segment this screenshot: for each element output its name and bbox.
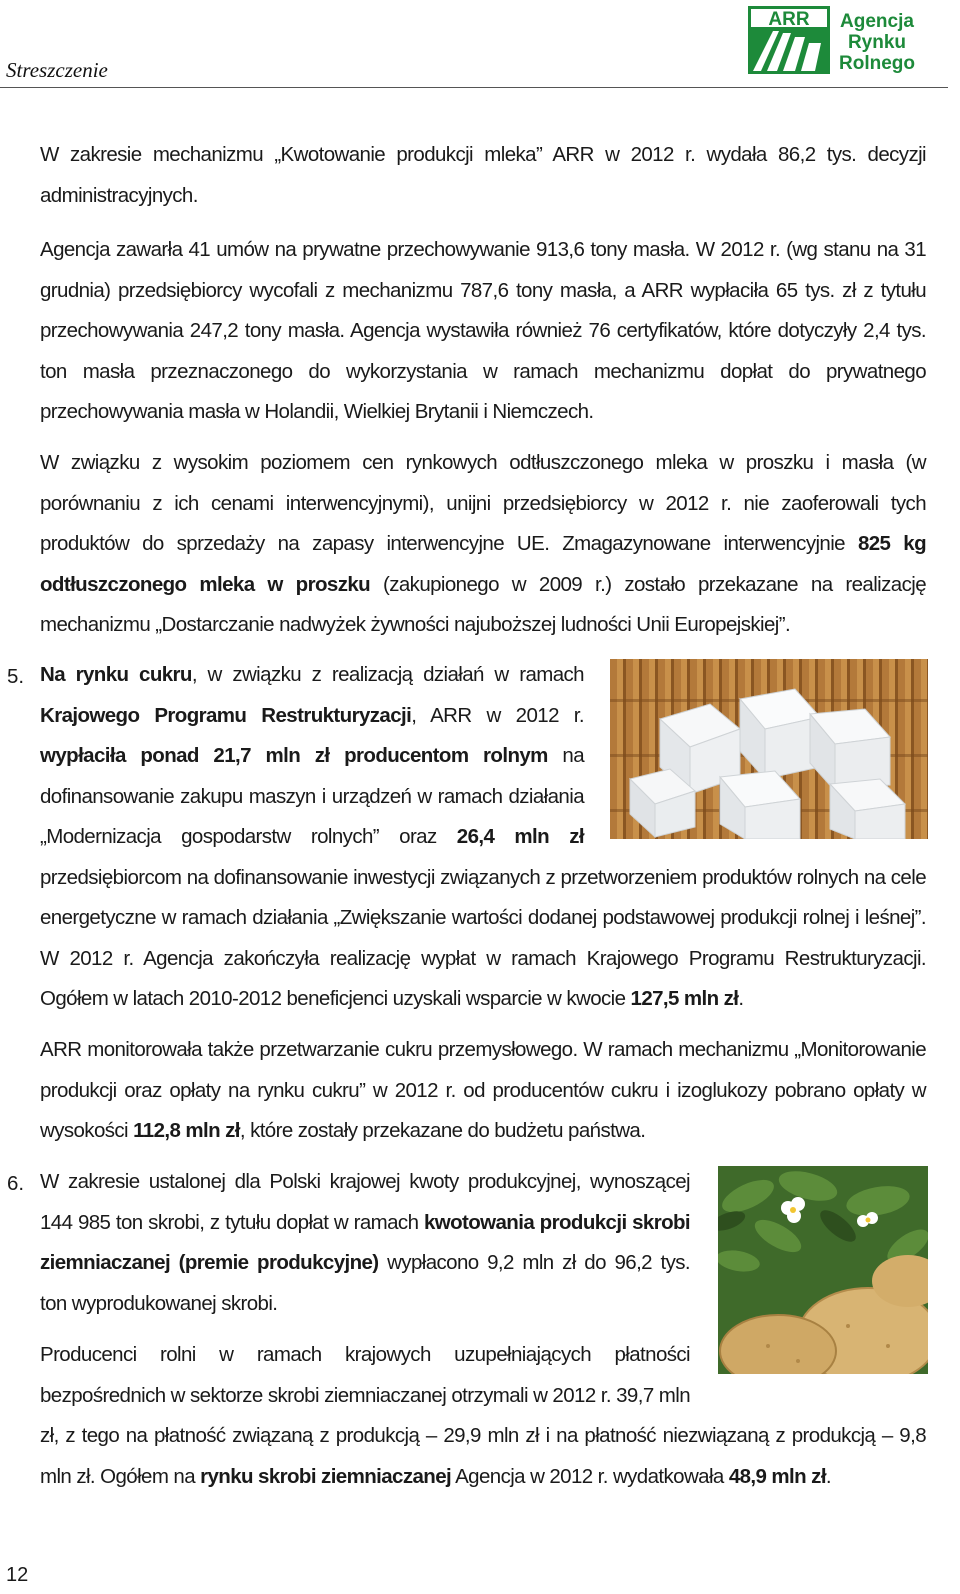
bold-starch-market: rynku skrobi ziemniaczanej [200, 1464, 452, 1488]
bold-amount: wypłaciła ponad 21,7 mln zł producentom rolnym [40, 744, 548, 767]
bold-amount: 112,8 mln zł [133, 1119, 240, 1142]
paragraph-sugar-monitoring [40, 1030, 926, 1152]
list-number-5: 5. [7, 665, 25, 688]
list-number-6: 6. [7, 1172, 25, 1195]
bold-amount: 127,5 mln zł [630, 987, 739, 1010]
arr-logo-icon [747, 5, 831, 75]
logo-abbrev: ARR [768, 9, 810, 30]
bold-amount: 26,4 mln zł [456, 825, 584, 848]
paragraph-text: Agencja zawarła 41 umów na prywatne przechowywanie 913,6 tony masła. W 2012 r. (wg stanu na 31 grudnia) przedsiębiorcy wycofali z mechanizmu 787,6 tony masła, a ARR wypłaciła 65 tys. zł z tytułu przechowywania 247,2 tony masła. Agencja wystawiła również 76 certyfikatów, które dotyczyły 2,4 tys. ton masła przeznaczonego do wykorzystania w ramach mechanizmu dopłat do prywatnego przechowywania masła w Holandii, Wielkiej Brytanii i Niemczech. [40, 238, 926, 423]
logo-wordmark [839, 11, 915, 74]
logo-line-1: Agencja [840, 11, 914, 32]
section-title: Streszczenie [6, 58, 108, 82]
header-rule [0, 87, 948, 88]
bold-amount: 48,9 mln zł [728, 1464, 826, 1488]
bold-starch-quota: kwotowania produkcji skrobi ziemniaczanej (premie produkcyjne) [40, 1210, 691, 1274]
logo-line-2: Rynku [847, 32, 907, 53]
bold-amount: 825 kg odtłuszczonego mleka w proszku [40, 532, 927, 596]
paragraph-sugar-market [40, 655, 926, 1020]
bold-sugar-market: Na rynku cukru [40, 663, 192, 686]
paragraph-text: W związku z wysokim poziomem cen rynkowych odtłuszczonego mleka w proszku i masła (w porównaniu z ich cenami interwencyjnymi), unijni przedsiębiorcy w 2012 r. nie zaoferowali tych produktów do sprzedaży na zapasy interwencyjne UE. Zmagazynowane interwencyjnie 825 kg odtłuszczonego mleka w proszku (zakupionego w 2009 r.) zostało przekazane na realizację mechanizmu „Dostarczanie nadwyżek żywności najuboższej ludności Unii Europejskiej”. [40, 451, 927, 636]
logo-line-3: Rolnego [839, 53, 915, 74]
paragraph-text: W zakresie ustalonej dla Polski krajowej kwoty produkcyjnej, wynoszącej 144 985 ton skrobi, z tytułu dopłat w ramach kwotowania produkcji skrobi ziemniaczanej (premie produkcyjne) wypłacono 9,2 mln zł do 96,2 tys. ton wyprodukowanej skrobi. [40, 1170, 691, 1315]
page-number: 12 [6, 1564, 29, 1586]
paragraph-text: Na rynku cukru, w związku z realizacją działań w ramach Krajowego Programu Restrukturyzacji, ARR w 2012 r. wypłaciła ponad 21,7 mln zł producentom rolnym na dofinansowanie zakupu maszyn i urządzeń w ramach działania „Modernizacja gospodarstw rolnych” oraz 26,4 mln zł przedsiębiorcom na dofinansowanie inwestycji związanych z przetworzeniem produktów rolnych na cele energetyczne w ramach działania „Zwiększanie wartości dodanej podstawowej produkcji rolnej i leśnej”. W 2012 r. Agencja zakończyła realizację wypłat w ramach Krajowego Programu Restrukturyzacji. Ogółem w latach 2010-2012 beneficjenci uzyskali wsparcie w kwocie 127,5 mln zł. [40, 663, 926, 1010]
paragraph-potato-starch [40, 1162, 926, 1497]
paragraph-text: W zakresie mechanizmu „Kwotowanie produkcji mleka” ARR w 2012 r. wydała 86,2 tys. decyzji administracyjnych. [40, 143, 926, 207]
arr-logo [747, 5, 947, 79]
paragraph-butter-storage [40, 230, 926, 433]
paragraph-milk-quota [40, 135, 926, 216]
paragraph-milk-powder [40, 443, 926, 646]
paragraph-text: Producenci rolni w ramach krajowych uzupełniających płatności bezpośrednich w sektorze skrobi ziemniaczanej otrzymali w 2012 r. 39,7 mln zł, z tego na płatność związaną z produkcją – 29,9 mln zł i na płatność niezwiązaną z produkcją – 9,8 mln zł. Ogółem na rynku skrobi ziemniaczanej Agencja w 2012 r. wydatkowała 48,9 mln zł. [40, 1343, 926, 1488]
bold-program-name: Krajowego Programu Restrukturyzacji [40, 703, 412, 727]
paragraph-text: ARR monitorowała także przetwarzanie cukru przemysłowego. W ramach mechanizmu „Monitorowanie produkcji oraz opłaty na rynku cukru” w 2012 r. od producentów cukru i izoglukozy pobrano opłaty w wysokości 112,8 mln zł, które zostały przekazane do budżetu państwa. [40, 1038, 926, 1142]
